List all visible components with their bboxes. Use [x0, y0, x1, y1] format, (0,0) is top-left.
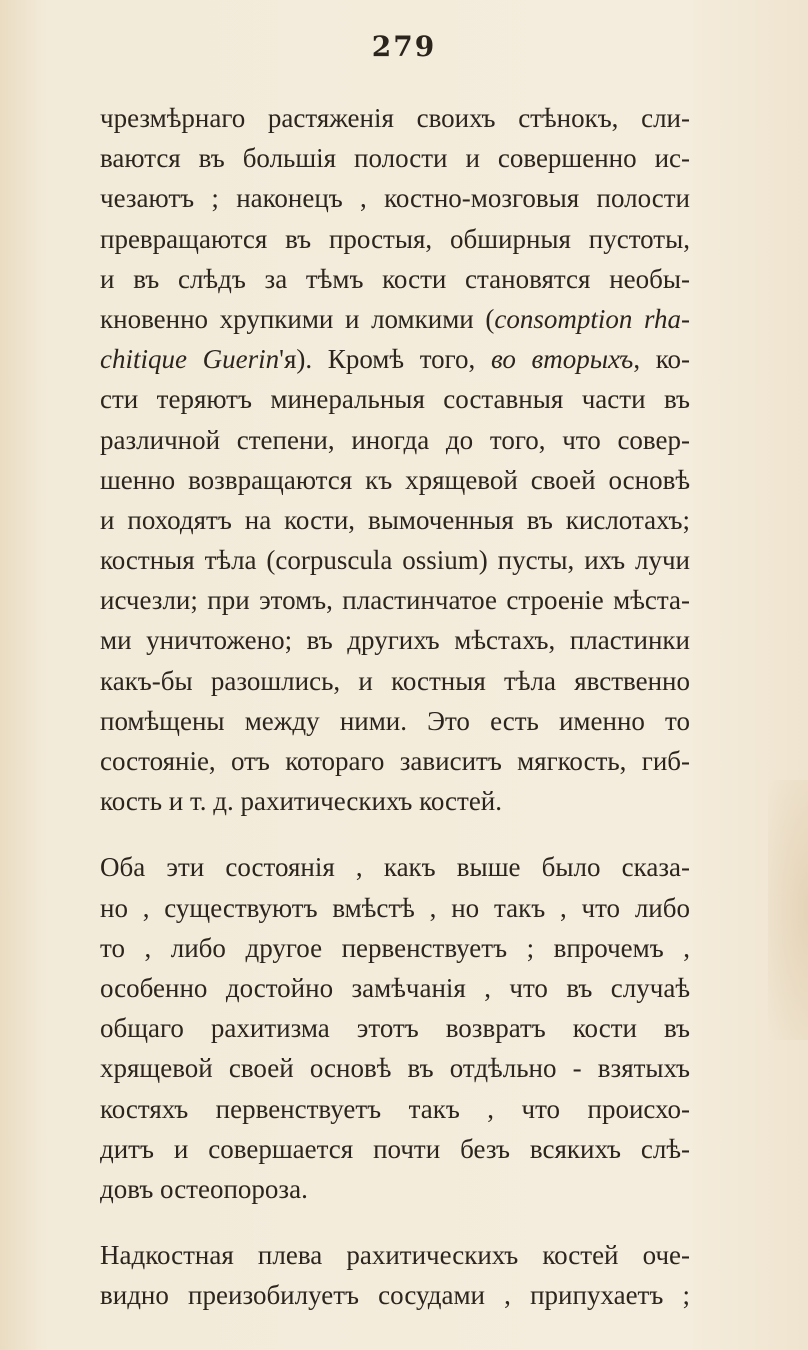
body-text	[100, 98, 690, 1315]
text-line: костныя тѣла (corpuscula ossium) пусты, ихъ лучи	[100, 545, 690, 576]
text-line: Оба эти состоянія , какъ выше было сказа-	[100, 852, 690, 883]
text-line: костяхъ первенствуетъ такъ , что происхо-	[100, 1093, 690, 1124]
text-line: чезаютъ ; наконецъ , костно-мозговыя полости	[100, 183, 690, 214]
text-line: довъ остеопороза.	[100, 1173, 308, 1204]
text-line: состояніе, отъ котораго зависитъ мягкость, гиб-	[100, 746, 690, 776]
text-line: различной степени, иногда до того, что совер-	[100, 424, 690, 455]
italic-term: consomption rha-	[494, 303, 690, 334]
text-line: шенно возвращаются къ хрящевой своей основѣ	[100, 464, 690, 495]
text-segment: кновенно хрупкими и ломкими (	[100, 303, 495, 334]
text-line: ваются въ большія полости и совершенно ис-	[100, 143, 690, 174]
page-number: 279	[371, 30, 437, 63]
text-line: кость и т. д. рахитическихъ костей.	[100, 786, 503, 817]
text-segment: , ко-	[633, 344, 690, 375]
text-line: чрезмѣрнаго растяженія своихъ стѣнокъ, сли-	[100, 103, 690, 133]
text-line	[100, 339, 690, 379]
text-line: исчезли; при этомъ, пластинчатое строеніе мѣста-	[100, 585, 690, 616]
paragraph-2	[100, 847, 690, 1209]
text-line: то , либо другое первенствуетъ ; впрочемъ ,	[100, 932, 690, 963]
text-line	[100, 299, 690, 339]
text-line: видно преизобилуетъ сосудами , припухаетъ ;	[100, 1280, 690, 1311]
text-line: дитъ и совершается почти безъ всякихъ слѣ-	[100, 1133, 690, 1164]
text-line: и походятъ на кости, вымоченныя въ кислотахъ;	[100, 504, 690, 535]
text-line: Надкостная плева рахитическихъ костей оче-	[100, 1240, 690, 1271]
paragraph-1	[100, 98, 690, 821]
text-segment: 'я). Кромѣ того,	[279, 344, 491, 375]
text-line: сти теряютъ минеральныя составныя части въ	[100, 384, 690, 415]
italic-term: во вторыхъ	[490, 344, 634, 375]
text-line: общаго рахитизма этотъ возвратъ кости въ	[100, 1013, 690, 1044]
text-line: превращаются въ простыя, обширныя пустоты,	[100, 223, 690, 254]
paper-stain	[768, 780, 808, 1040]
text-line: особенно достойно замѣчанія , что въ случаѣ	[100, 972, 690, 1003]
text-line: но , существуютъ вмѣстѣ , но такъ , что либо	[100, 892, 690, 923]
text-line: ми уничтожено; въ другихъ мѣстахъ, пластинки	[100, 625, 690, 656]
text-line: хрящевой своей основѣ въ отдѣльно - взятыхъ	[100, 1053, 690, 1084]
text-line: помѣщены между ними. Это есть именно то	[100, 705, 690, 736]
text-line: и въ слѣдъ за тѣмъ кости становятся необы-	[100, 263, 690, 294]
italic-term: chitique Guerin	[100, 344, 280, 375]
text-line: какъ-бы разошлись, и костныя тѣла явственно	[100, 665, 690, 696]
paragraph-3	[100, 1235, 690, 1315]
